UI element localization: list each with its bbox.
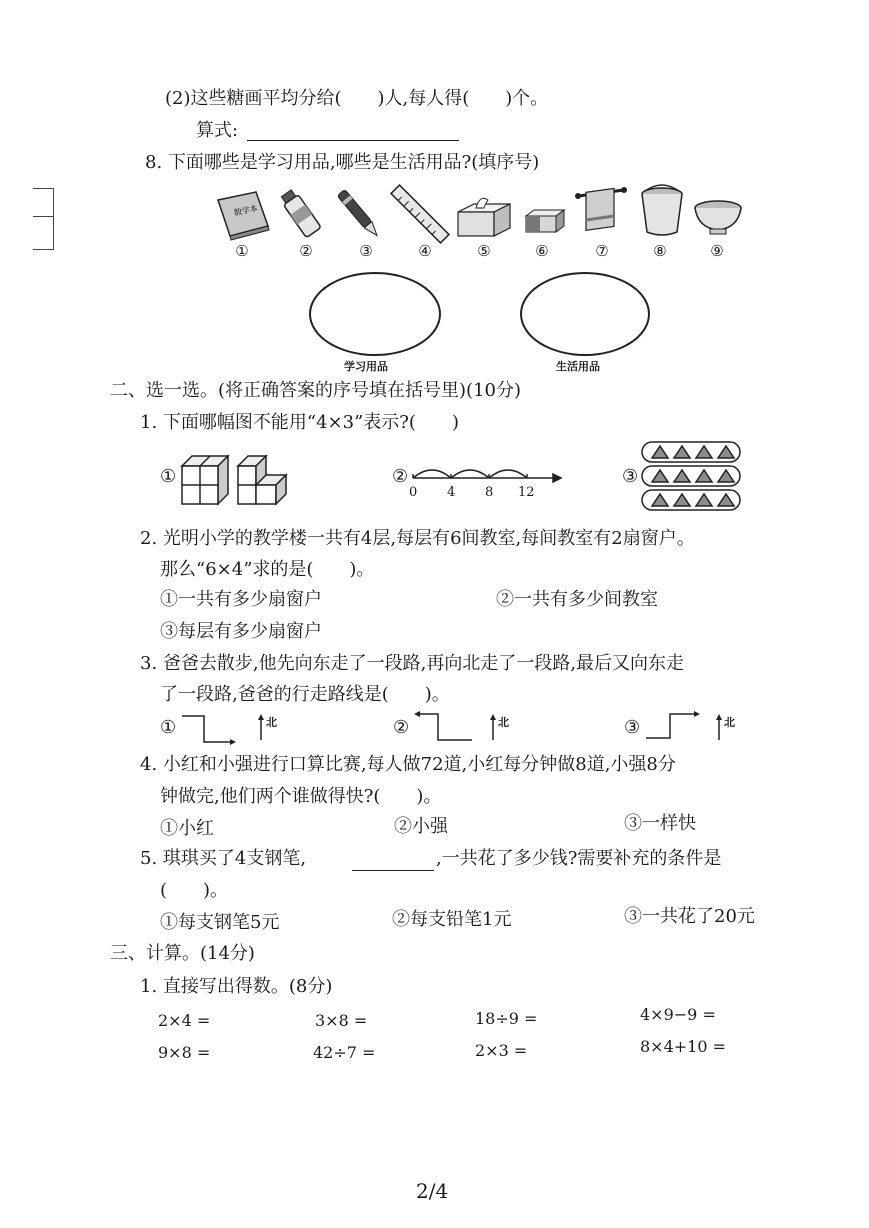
binding-bracket-mid bbox=[33, 216, 53, 217]
s2-q2-line1: 2. 光明小学的教学楼一共有4层,每层有6间教室,每间教室有2扇窗户。 bbox=[140, 528, 695, 549]
north-arrow-a-icon bbox=[258, 714, 264, 740]
q3-option-c-label: ③ bbox=[624, 717, 641, 738]
q3-option-b-label: ② bbox=[393, 717, 410, 738]
north-label-c: 北 bbox=[724, 716, 735, 729]
section3-title: 三、计算。(14分) bbox=[110, 943, 255, 964]
life-items-oval[interactable] bbox=[520, 272, 650, 356]
calc-2: 3×8 = bbox=[315, 1011, 368, 1030]
route-c-path bbox=[644, 708, 704, 742]
calc-3: 18÷9 = bbox=[475, 1009, 538, 1028]
item-num-6: ⑥ bbox=[535, 242, 549, 260]
s2-q2-option-b: ②一共有多少间教室 bbox=[496, 589, 658, 610]
tick-0: 0 bbox=[409, 485, 418, 500]
q1-option-1-label: ① bbox=[160, 466, 177, 487]
s2-q3-line2: 了一段路,爸爸的行走路线是( )。 bbox=[160, 684, 450, 705]
route-b-path bbox=[412, 710, 476, 744]
book-title-text: 数学本 bbox=[233, 203, 259, 218]
item-num-3: ③ bbox=[359, 242, 373, 260]
s2-q5-option-a: ①每支钢笔5元 bbox=[160, 912, 280, 933]
s2-q4-line1: 4. 小红和小强进行口算比赛,每人做72道,小红每分钟做8道,小强8分 bbox=[140, 754, 676, 775]
life-items-label: 生活用品 bbox=[556, 360, 600, 373]
calc-4: 4×9−9 = bbox=[640, 1005, 716, 1024]
north-label-b: 北 bbox=[498, 716, 509, 729]
s2-q4-option-b: ②小强 bbox=[394, 816, 448, 837]
q3-option-a-label: ① bbox=[160, 717, 177, 738]
calc-6: 42÷7 = bbox=[313, 1043, 376, 1062]
s2-q2-option-a: ①一共有多少扇窗户 bbox=[160, 589, 322, 610]
item-num-4: ④ bbox=[418, 242, 432, 260]
eraser-icon bbox=[522, 204, 568, 236]
formula-label: 算式: bbox=[196, 120, 239, 141]
item-num-8: ⑧ bbox=[653, 242, 667, 260]
q8-text: 8. 下面哪些是学习用品,哪些是生活用品?(填序号) bbox=[145, 152, 540, 173]
item-num-9: ⑨ bbox=[710, 242, 724, 260]
s2-q5-line2: ( )。 bbox=[160, 880, 229, 901]
calc-5: 9×8 = bbox=[158, 1043, 211, 1062]
bowl-icon bbox=[692, 198, 744, 238]
s2-q3-line1: 3. 爸爸去散步,他先向东走了一段路,再向北走了一段路,最后又向东走 bbox=[140, 653, 685, 674]
q1-option-3-label: ③ bbox=[622, 466, 639, 487]
s3-q1-text: 1. 直接写出得数。(8分) bbox=[140, 976, 333, 997]
calc-7: 2×3 = bbox=[475, 1041, 528, 1060]
s2-q1-text: 1. 下面哪幅图不能用“4×3”表示?( ) bbox=[140, 412, 459, 433]
calc-8: 8×4+10 = bbox=[640, 1037, 727, 1056]
section2-title: 二、选一选。(将正确答案的序号填在括号里)(10分) bbox=[110, 380, 521, 401]
item-num-2: ② bbox=[299, 242, 313, 260]
pen-icon bbox=[336, 184, 382, 244]
study-items-oval[interactable] bbox=[309, 272, 441, 356]
q1-option-2-label: ② bbox=[392, 466, 409, 487]
formula-answer-line[interactable] bbox=[247, 140, 459, 141]
glue-tube-icon bbox=[280, 186, 324, 242]
calc-1: 2×4 = bbox=[158, 1011, 211, 1030]
bucket-icon bbox=[636, 182, 688, 240]
tick-4: 4 bbox=[447, 485, 456, 500]
item-num-1: ① bbox=[235, 242, 249, 260]
study-items-label: 学习用品 bbox=[344, 360, 388, 373]
s2-q4-option-c: ③一样快 bbox=[624, 813, 696, 834]
q5-blank-line[interactable] bbox=[352, 870, 434, 871]
route-a-path bbox=[180, 712, 236, 746]
north-arrow-c-icon bbox=[716, 714, 722, 740]
s2-q5-option-c: ③一共花了20元 bbox=[624, 906, 755, 927]
s2-q5-line1b: ,一共花了多少钱?需要补充的条件是 bbox=[436, 848, 722, 869]
s2-q5-line1a: 5. 琪琪买了4支钢笔, bbox=[140, 848, 307, 869]
item-num-7: ⑦ bbox=[595, 242, 609, 260]
s2-q2-option-c: ③每层有多少扇窗户 bbox=[160, 621, 322, 642]
north-label-a: 北 bbox=[266, 716, 277, 729]
s2-q2-line2: 那么“6×4”求的是( )。 bbox=[160, 559, 375, 580]
item-num-5: ⑤ bbox=[477, 242, 491, 260]
s2-q4-line2: 钟做完,他们两个谁做得快?( )。 bbox=[160, 786, 442, 807]
s2-q4-option-a: ①小红 bbox=[160, 818, 214, 839]
q7-part2: (2)这些糖画平均分给( )人,每人得( )个。 bbox=[165, 88, 549, 109]
triangle-rows bbox=[640, 440, 744, 514]
tissue-box-icon bbox=[454, 192, 514, 240]
cube-figure bbox=[178, 452, 290, 508]
tick-12: 12 bbox=[518, 485, 535, 500]
page-number: 2/4 bbox=[416, 1179, 449, 1203]
s2-q5-option-b: ②每支铅笔1元 bbox=[392, 909, 512, 930]
math-book-icon bbox=[212, 188, 272, 240]
binding-bracket bbox=[33, 188, 54, 250]
ruler-icon bbox=[394, 183, 446, 245]
towel-rack-icon bbox=[574, 182, 628, 240]
north-arrow-b-icon bbox=[490, 714, 496, 740]
tick-8: 8 bbox=[485, 485, 494, 500]
